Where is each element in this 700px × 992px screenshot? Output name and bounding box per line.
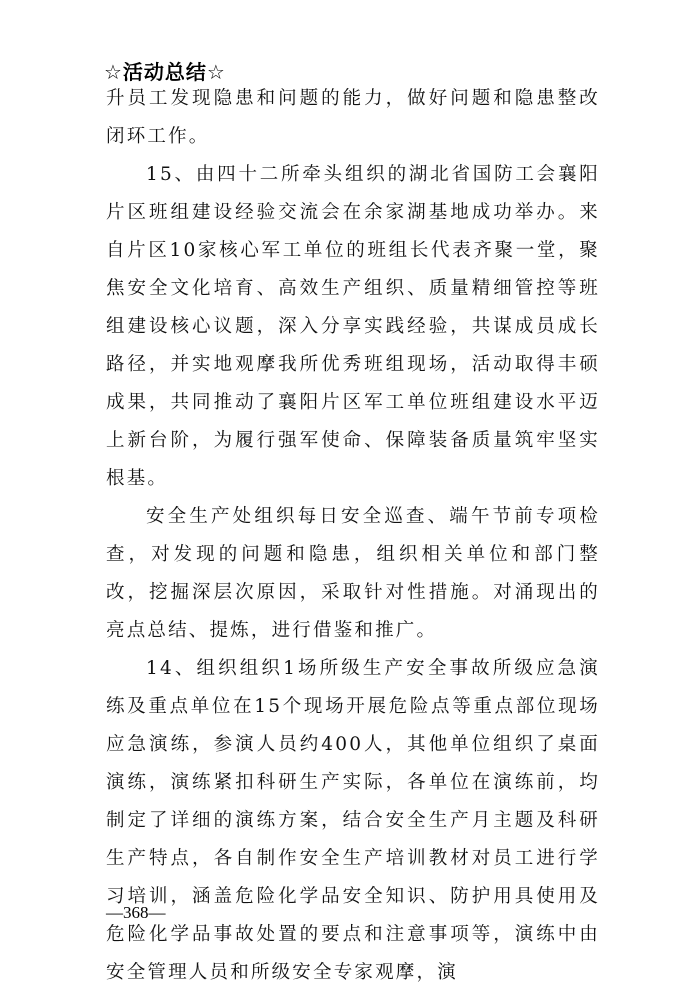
page-header-title: ☆活动总结☆ xyxy=(104,60,226,84)
paragraph-continuation: 升员工发现隐患和问题的能力，做好问题和隐患整改闭环工作。 xyxy=(106,88,600,147)
page-number: —368— xyxy=(106,903,166,922)
body-text xyxy=(106,80,600,992)
paragraph-item-14: 14、组织组织1场所级生产安全事故所级应急演练及重点单位在15个现场开展危险点等重点部位现场应急演练，参演人员约400人，其他单位组织了桌面演练，演练紧扣科研生产实际，各单位在演练前，均制定了详细的演练方案，结合安全生产月主题及科研生产特点，各自制作安全生产培训教材对员工进行学习培训，涵盖危险化学品安全知识、防护用具使用及危险化学品事故处置的要点和注意事项等，演练中由安全管理人员和所级安全专家观摩，演 xyxy=(106,658,600,983)
paragraph-safety-inspection: 安全生产处组织每日安全巡查、端午节前专项检查，对发现的问题和隐患，组织相关单位和部门整改，挖掘深层次原因，采取针对性措施。对涌现出的亮点总结、提炼，进行借鉴和推广。 xyxy=(106,506,600,641)
paragraph-item-15: 15、由四十二所牵头组织的湖北省国防工会襄阳片区班组建设经验交流会在余家湖基地成功举办。来自片区10家核心军工单位的班组长代表齐聚一堂，聚焦安全文化培育、高效生产组织、质量精细管控等班组建设核心议题，深入分享实践经验，共谋成员成长路径，并实地观摩我所优秀班组现场，活动取得丰硕成果，共同推动了襄阳片区军工单位班组建设水平迈上新台阶，为履行强军使命、保障装备质量筑牢坚实根基。 xyxy=(106,164,600,489)
